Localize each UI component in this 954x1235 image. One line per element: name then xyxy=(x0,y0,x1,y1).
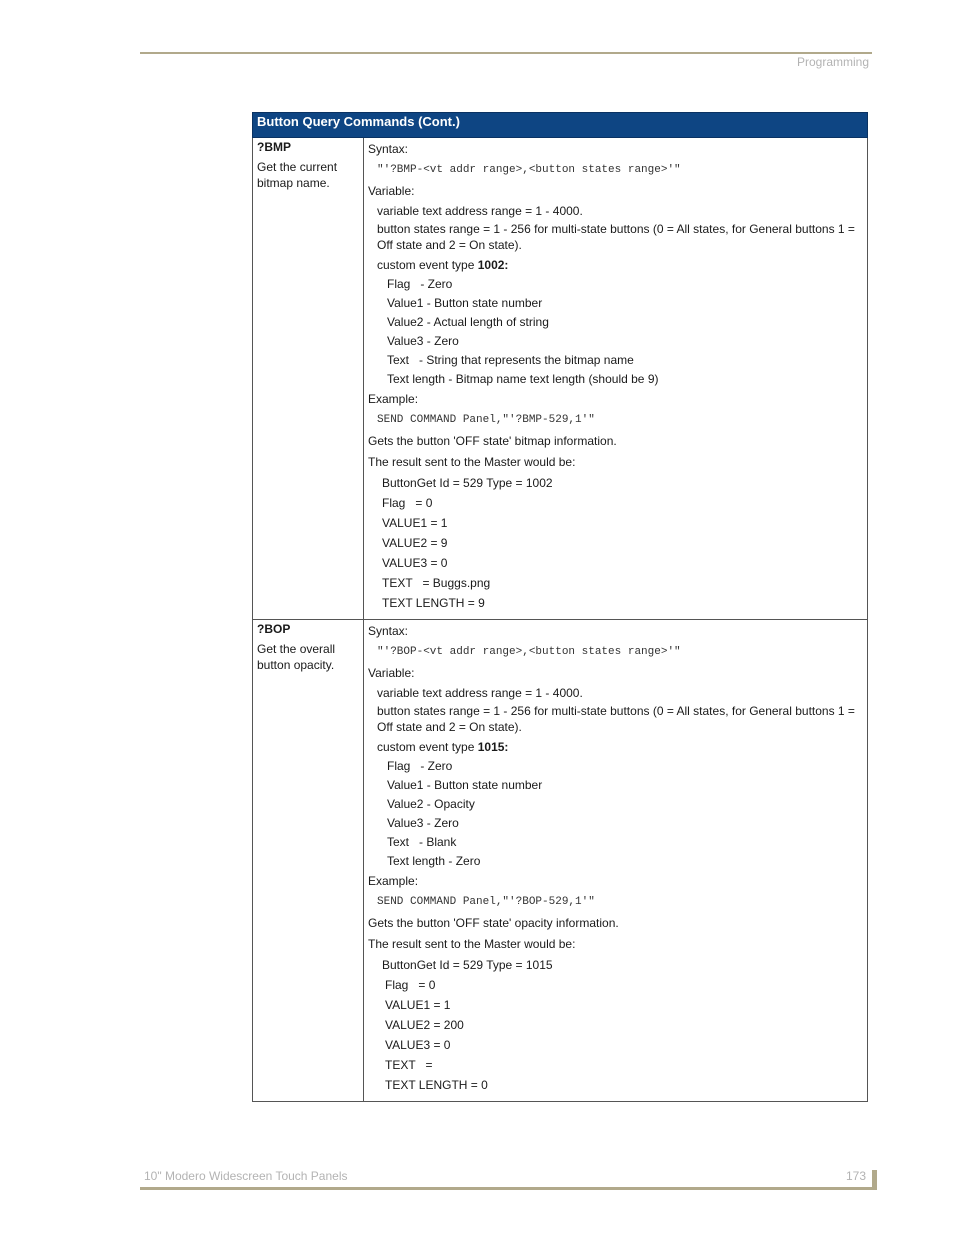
event-text-length: Text length - Bitmap name text length (should be 9) xyxy=(387,372,659,386)
event-value3: Value3 - Zero xyxy=(387,816,459,830)
result-button-get: ButtonGet Id = 529 Type = 1015 xyxy=(382,958,553,972)
event-text-length: Text length - Zero xyxy=(387,854,481,868)
syntax-label: Syntax: xyxy=(368,624,409,638)
result-button-get: ButtonGet Id = 529 Type = 1002 xyxy=(382,476,553,490)
variable-label: Variable: xyxy=(368,184,415,198)
command-cell xyxy=(253,620,364,1102)
result-value1: VALUE1 = 1 xyxy=(385,998,451,1012)
event-type-number: 1002: xyxy=(477,258,509,272)
example-label: Example: xyxy=(368,392,419,406)
header-rule xyxy=(140,52,872,54)
result-flag: Flag = 0 xyxy=(382,496,433,510)
event-text: Text - Blank xyxy=(387,835,457,849)
event-value1: Value1 - Button state number xyxy=(387,296,543,310)
states-range: button states range = 1 - 256 for multi-state buttons (0 = All states, for General buttons 1 = Off state and 2 = On state). xyxy=(377,222,855,252)
table-header-row xyxy=(253,113,868,138)
syntax-code: "'?BOP-<vt addr range>,<button states range>'" xyxy=(377,646,681,658)
command-name: ?BMP xyxy=(257,140,291,154)
result-text: TEXT = xyxy=(385,1058,433,1072)
variable-range: variable text address range = 1 - 4000. xyxy=(377,204,583,218)
event-value1: Value1 - Button state number xyxy=(387,778,543,792)
result-text-length: TEXT LENGTH = 0 xyxy=(385,1078,488,1092)
button-query-commands-table xyxy=(252,112,868,1102)
event-type-prefix: custom event type xyxy=(377,740,478,754)
table-title: Button Query Commands (Cont.) xyxy=(253,113,868,138)
event-flag: Flag - Zero xyxy=(387,277,453,291)
result-value3: VALUE3 = 0 xyxy=(382,556,448,570)
result-value3: VALUE3 = 0 xyxy=(385,1038,451,1052)
event-value2: Value2 - Opacity xyxy=(387,797,475,811)
command-cell xyxy=(253,138,364,620)
command-description: Get the current bitmap name. xyxy=(257,160,338,190)
result-label: The result sent to the Master would be: xyxy=(368,455,576,469)
example-label: Example: xyxy=(368,874,419,888)
event-type-number: 1015: xyxy=(477,740,509,754)
event-type-prefix: custom event type xyxy=(377,258,478,272)
event-value2: Value2 - Actual length of string xyxy=(387,315,549,329)
event-flag: Flag - Zero xyxy=(387,759,453,773)
example-description: Gets the button 'OFF state' opacity information. xyxy=(368,916,619,930)
result-value2: VALUE2 = 9 xyxy=(382,536,448,550)
table-row xyxy=(253,138,868,620)
example-description: Gets the button 'OFF state' bitmap information. xyxy=(368,434,617,448)
syntax-label: Syntax: xyxy=(368,142,409,156)
result-flag: Flag = 0 xyxy=(385,978,436,992)
example-code: SEND COMMAND Panel,"'?BOP-529,1'" xyxy=(377,896,595,908)
footer-rule xyxy=(140,1187,877,1190)
command-description: Get the overall button opacity. xyxy=(257,642,336,672)
table-row xyxy=(253,620,868,1102)
states-range: button states range = 1 - 256 for multi-state buttons (0 = All states, for General buttons 1 = Off state and 2 = On state). xyxy=(377,704,855,734)
variable-label: Variable: xyxy=(368,666,415,680)
event-text: Text - String that represents the bitmap name xyxy=(387,353,634,367)
command-details xyxy=(364,138,868,620)
variable-range: variable text address range = 1 - 4000. xyxy=(377,686,583,700)
section-name: Programming xyxy=(796,55,869,69)
result-value2: VALUE2 = 200 xyxy=(385,1018,464,1032)
event-type xyxy=(368,256,863,275)
event-type xyxy=(368,738,863,757)
result-value1: VALUE1 = 1 xyxy=(382,516,448,530)
result-label: The result sent to the Master would be: xyxy=(368,937,576,951)
page-number: 173 xyxy=(846,1169,867,1183)
result-text-length: TEXT LENGTH = 9 xyxy=(382,596,485,610)
event-value3: Value3 - Zero xyxy=(387,334,459,348)
result-text: TEXT = Buggs.png xyxy=(382,576,491,590)
command-details xyxy=(364,620,868,1102)
footer-title: 10" Modero Widescreen Touch Panels xyxy=(144,1169,348,1183)
syntax-code: "'?BMP-<vt addr range>,<button states range>'" xyxy=(377,164,681,176)
example-code: SEND COMMAND Panel,"'?BMP-529,1'" xyxy=(377,414,595,426)
command-name: ?BOP xyxy=(257,622,291,636)
